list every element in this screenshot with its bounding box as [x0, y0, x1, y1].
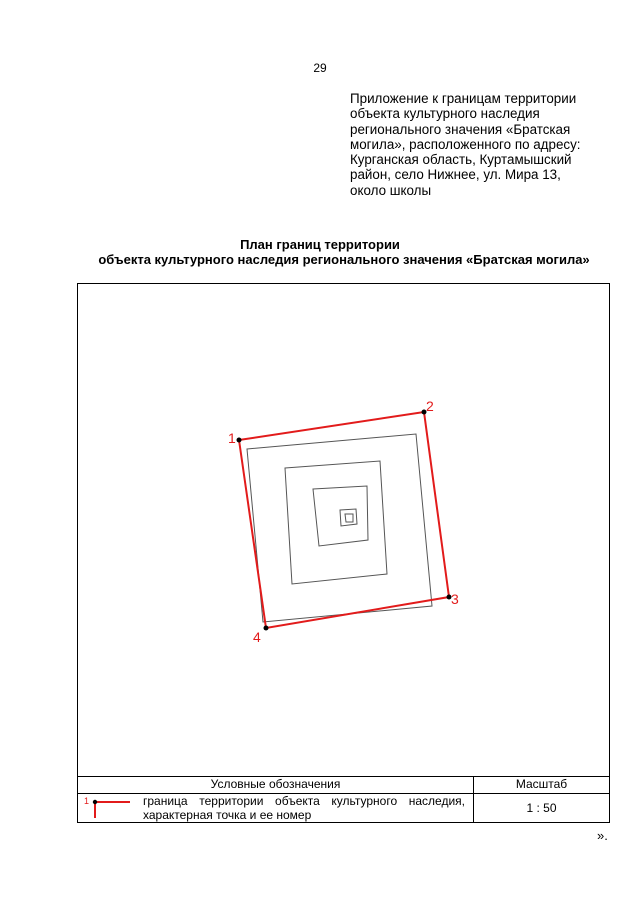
appendix-line: район, село Нижнее, ул. Мира 13, [350, 167, 561, 183]
point-label-2: 2 [426, 398, 434, 414]
scale-header: Масштаб [515, 777, 568, 791]
grave-outline-2 [285, 461, 387, 584]
plan-title: План границ территории [240, 237, 400, 252]
legend-point-marker [93, 800, 97, 804]
territory-boundary [239, 412, 449, 628]
legend-header: Условные обозначения [210, 777, 341, 791]
legend-symbol [84, 795, 134, 819]
grave-outline-inner [345, 514, 353, 522]
legend-description [143, 794, 465, 822]
appendix-line: Курганская область, Куртамышский [350, 152, 572, 168]
grave-outline-outer [247, 434, 432, 622]
grave-outline-4 [340, 509, 357, 526]
appendix-line: могила», расположенного по адресу: [350, 136, 581, 152]
boundary-plan [78, 284, 609, 776]
legend-symbol-label: 1 [84, 796, 90, 806]
end-quote-mark: ». [597, 828, 608, 843]
appendix-line: регионального значения «Братская [350, 121, 571, 137]
boundary-point-4 [264, 626, 269, 631]
appendix-line: Приложение к границам территории [350, 91, 577, 106]
page-number: 29 [313, 61, 327, 75]
point-label-3: 3 [451, 591, 459, 607]
appendix-note [350, 91, 610, 198]
appendix-line: около школы [350, 182, 432, 198]
scale-value: 1 : 50 [526, 801, 557, 815]
point-label-4: 4 [253, 629, 261, 645]
appendix-line: объекта культурного наследия [350, 106, 540, 122]
legend-description-line: характерная точка и ее номер [143, 808, 312, 822]
boundary-point-1 [237, 438, 242, 443]
plan-subtitle: объекта культурного наследия регионального значения «Братская могила» [98, 252, 590, 267]
legend-description-line: граница территории объекта культурного наследия, [143, 794, 465, 808]
plan-frame [77, 283, 610, 823]
point-label-1: 1 [228, 430, 236, 446]
